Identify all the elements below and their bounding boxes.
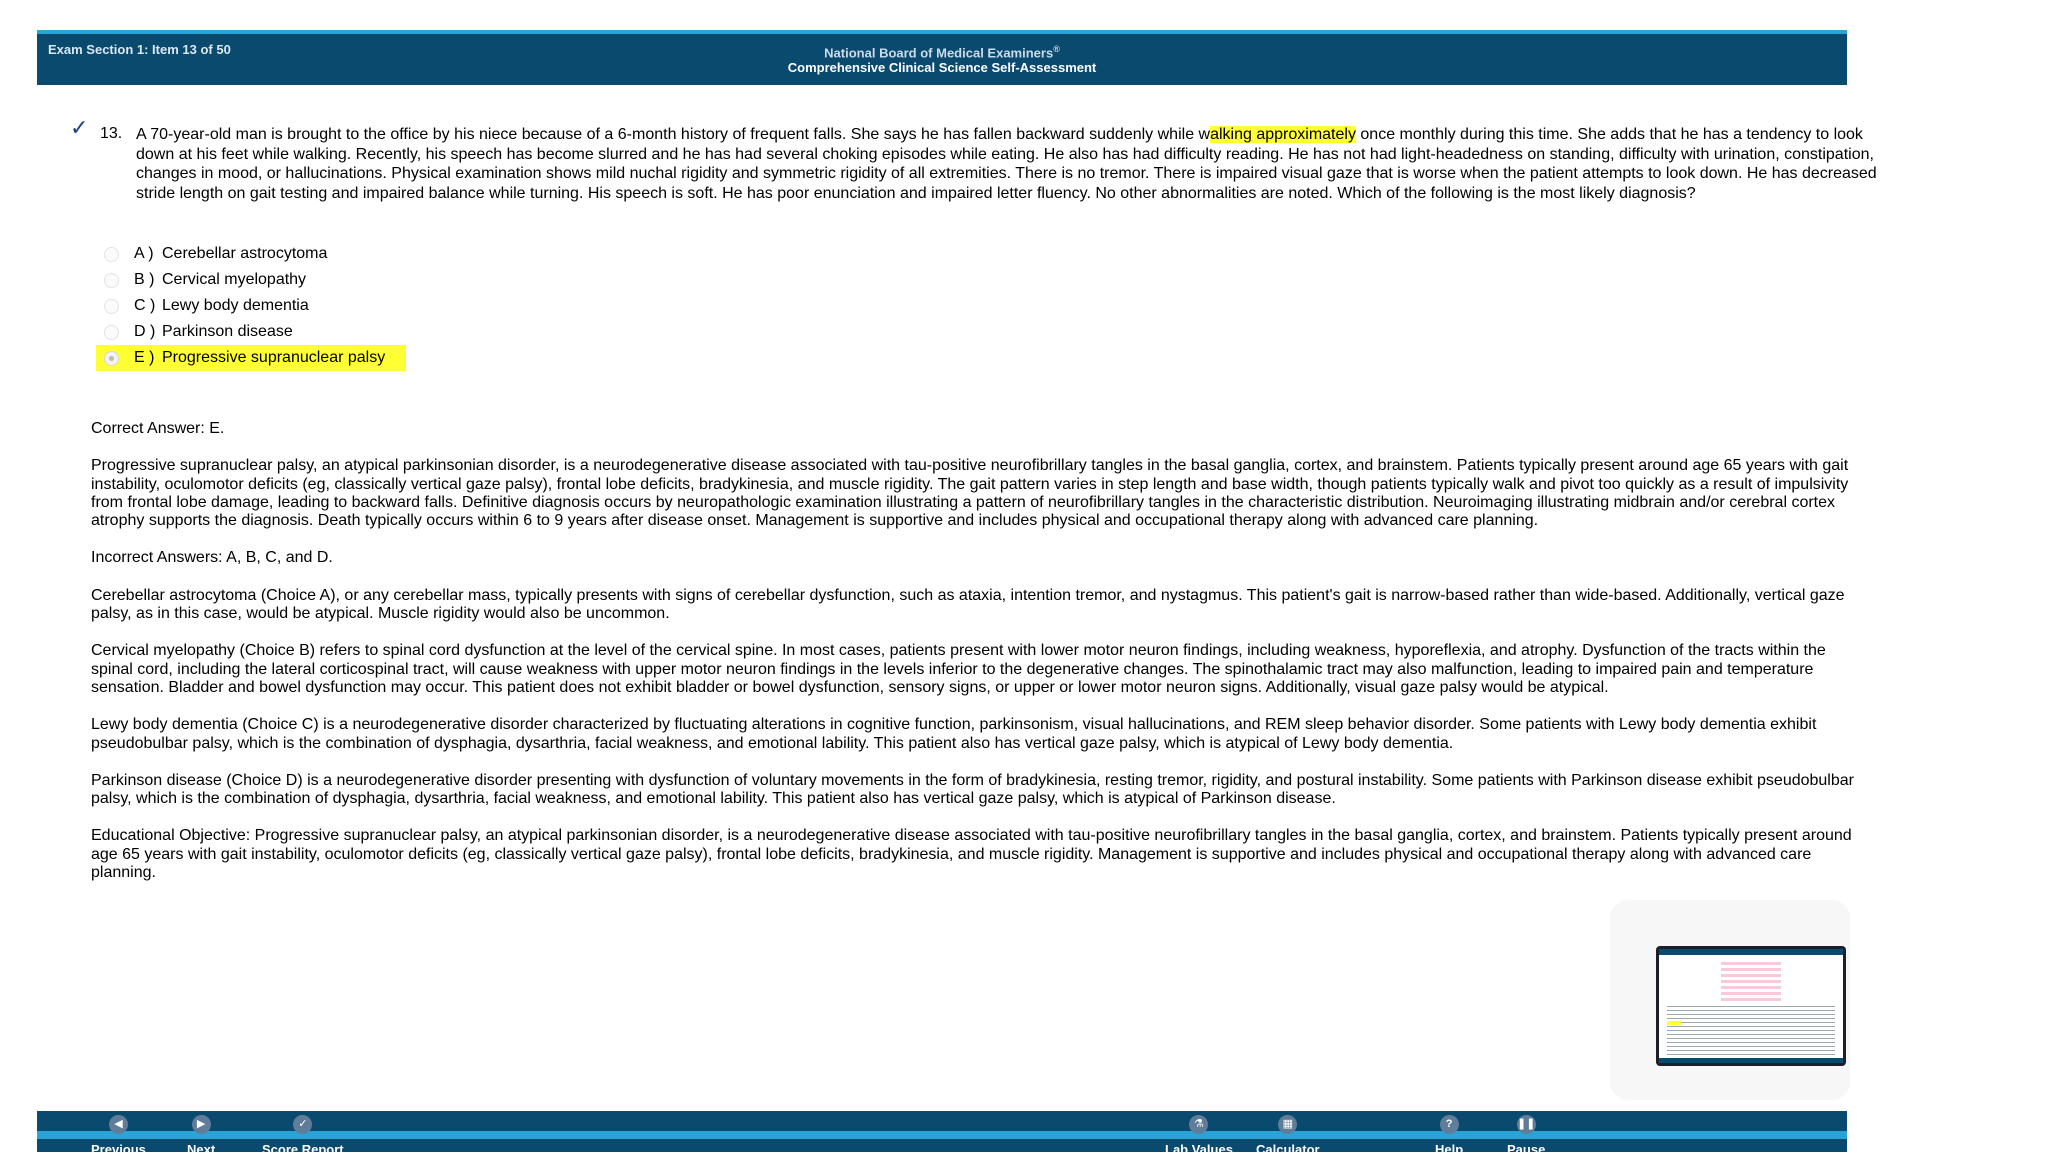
radio-c[interactable] (104, 299, 119, 314)
exam-header (37, 30, 1847, 85)
answer-choices (96, 241, 406, 371)
highlighted-text: alking approximately (1210, 126, 1356, 143)
next-button[interactable]: ▶ Next (187, 1115, 215, 1157)
calculator-button[interactable]: ▦ Calculator (1256, 1115, 1320, 1157)
footer-toolbar (37, 1111, 1847, 1157)
header-title-block (37, 42, 1847, 75)
question-number: 13. (100, 125, 123, 142)
radio-a[interactable] (104, 247, 119, 262)
educational-objective: Educational Objective: Progressive supranuclear palsy, an atypical parkinsonian disorder, is a neurodegenerative disease associated with tau-positive neurofibrillary tangles in the basal ganglia, cortex, and brainstem. Patients typically present around age 65 years with gait instability, oculomotor deficits (eg, classically vertical gaze palsy), frontal lobe deficits, bradykinesia, and muscle rigidity. Management is supportive and includes physical and occupational therapy along with advanced care planning. (91, 827, 1852, 882)
radio-d[interactable] (104, 325, 119, 340)
lab-values-icon: ⚗ (1189, 1115, 1208, 1134)
screenshot-thumbnail[interactable] (1656, 946, 1846, 1066)
previous-button[interactable]: ◀ Previous (91, 1115, 146, 1157)
choice-b[interactable]: B ) Cervical myelopathy (96, 267, 406, 293)
choice-c[interactable]: C ) Lewy body dementia (96, 293, 406, 319)
choice-e[interactable]: E ) Progressive supranuclear palsy (96, 345, 406, 371)
explanation-main: Progressive supranuclear palsy, an atypical parkinsonian disorder, is a neurodegenerative disease associated with tau-positive neurofibrillary tangles in the basal ganglia, cortex, and brainstem. Patients typically present around age 65 years with gait instability, oculomotor deficits (eg, classically vertical gaze palsy), frontal lobe deficits, bradykinesia, and muscle rigidity. The gait pattern varies in step length and base width, though patients typically walk and pivot too quickly as a result of impulsivity from frontal lobe damage, leading to backward falls. Definitive diagnosis occurs by neuropathologic examination illustrating a pattern of neurofibrillary tangles in the characteristic distribution. Neuroimaging illustrating midbrain and/or cerebral cortex atrophy supports the diagnosis. Death typically occurs within 6 to 9 years after disease onset. Management is supportive and includes physical and occupational therapy along with advanced care planning. (91, 457, 1849, 530)
choice-d[interactable]: D ) Parkinson disease (96, 319, 406, 345)
org-name: National Board of Medical Examiners (824, 45, 1054, 61)
item-counter: Exam Section 1: Item 13 of 50 (48, 42, 231, 57)
help-icon: ? (1440, 1115, 1459, 1134)
answered-check-icon: ✓ (70, 115, 89, 140)
score-report-icon: ✓ (293, 1115, 312, 1134)
radio-b[interactable] (104, 273, 119, 288)
explanation-choice-d: Parkinson disease (Choice D) is a neurodegenerative disorder presenting with dysfunction of voluntary movements in the form of bradykinesia, resting tremor, rigidity, and postural instability. Some patients with Parkinson disease exhibit pseudobulbar palsy, which is the combination of dysphagia, dysarthria, facial weakness, and emotional lability. This patient also has vertical gaze palsy, which is atypical of Parkinson disease. (91, 771, 1854, 808)
registered-mark: ® (1053, 44, 1060, 54)
correct-answer: Correct Answer: E. (91, 420, 225, 437)
pause-icon: ❚❚ (1517, 1115, 1536, 1134)
explanation-choice-c: Lewy body dementia (Choice C) is a neurodegenerative disorder characterized by fluctuating alterations in cognitive function, parkinsonism, visual hallucinations, and REM sleep behavior disorder. Some patients with Lewy body dementia exhibit pseudobulbar palsy, which is the combination of dysphagia, dysarthria, facial weakness, and emotional lability. This patient also has vertical gaze palsy, which is atypical of Lewy body dementia. (91, 716, 1817, 752)
incorrect-answers: Incorrect Answers: A, B, C, and D. (91, 549, 333, 567)
question-stem: A 70-year-old man is brought to the office by his niece because of a 6-month history of frequent falls. She says he has fallen backward suddenly while walking approximately once monthly during this time. She adds that he has a tendency to look down at his feet while walking. Recently, his speech has become slurred and he has had several choking episodes while eating. He also has had difficulty reading. He has not had light-headedness on standing, difficulty with urination, constipation, changes in mood, or hallucinations. Physical examination shows mild nuchal rigidity and symmetric rigidity of all extremities. There is no tremor. There is impaired visual gaze that is worse when the patient attempts to look down. He has decreased stride length on gait testing and impaired balance while turning. His speech is soft. He has poor enunciation and impaired letter fluency. No other abnormalities are noted. Which of the following is the most likely diagnosis? (136, 126, 1877, 202)
answer-explanation (91, 420, 1861, 901)
screenshot-thumbnail-overlay[interactable] (1610, 900, 1850, 1100)
choice-a[interactable]: A ) Cerebellar astrocytoma (96, 241, 406, 267)
previous-icon: ◀ (109, 1115, 128, 1134)
score-report-button[interactable]: ✓ Score Report (262, 1115, 344, 1157)
help-button[interactable]: ? Help (1435, 1115, 1463, 1157)
next-icon: ▶ (192, 1115, 211, 1134)
calculator-icon: ▦ (1278, 1115, 1297, 1134)
exam-title: Comprehensive Clinical Science Self-Assessment (787, 60, 1097, 76)
pause-button[interactable]: ❚❚ Pause (1507, 1115, 1545, 1157)
explanation-choice-a: Cerebellar astrocytoma (Choice A), or any cerebellar mass, typically presents with signs of cerebellar dysfunction, such as ataxia, intention tremor, and nystagmus. This patient's gait is narrow-based rather than wide-based. Additionally, vertical gaze palsy, as in this case, would be atypical. Muscle rigidity would also be uncommon. (91, 586, 1845, 623)
lab-values-button[interactable]: ⚗ Lab Values (1165, 1115, 1233, 1157)
radio-e[interactable] (104, 351, 119, 366)
explanation-choice-b: Cervical myelopathy (Choice B) refers to spinal cord dysfunction at the level of the cervical spine. In most cases, patients present with lower motor neuron findings, including weakness, hyporeflexia, and atrophy. Dysfunction of the tracts within the spinal cord, including the lateral corticospinal tract, will cause weakness with upper motor neuron findings in the levels inferior to the degenerative changes. The spinothalamic tract may also malfunction, leading to impaired pain and temperature sensation. Bladder and bowel dysfunction may occur. This patient does not exhibit bladder or bowel dysfunction, sensory signs, or upper or lower motor neuron signs. Additionally, visual gaze palsy would be atypical. (91, 642, 1826, 696)
